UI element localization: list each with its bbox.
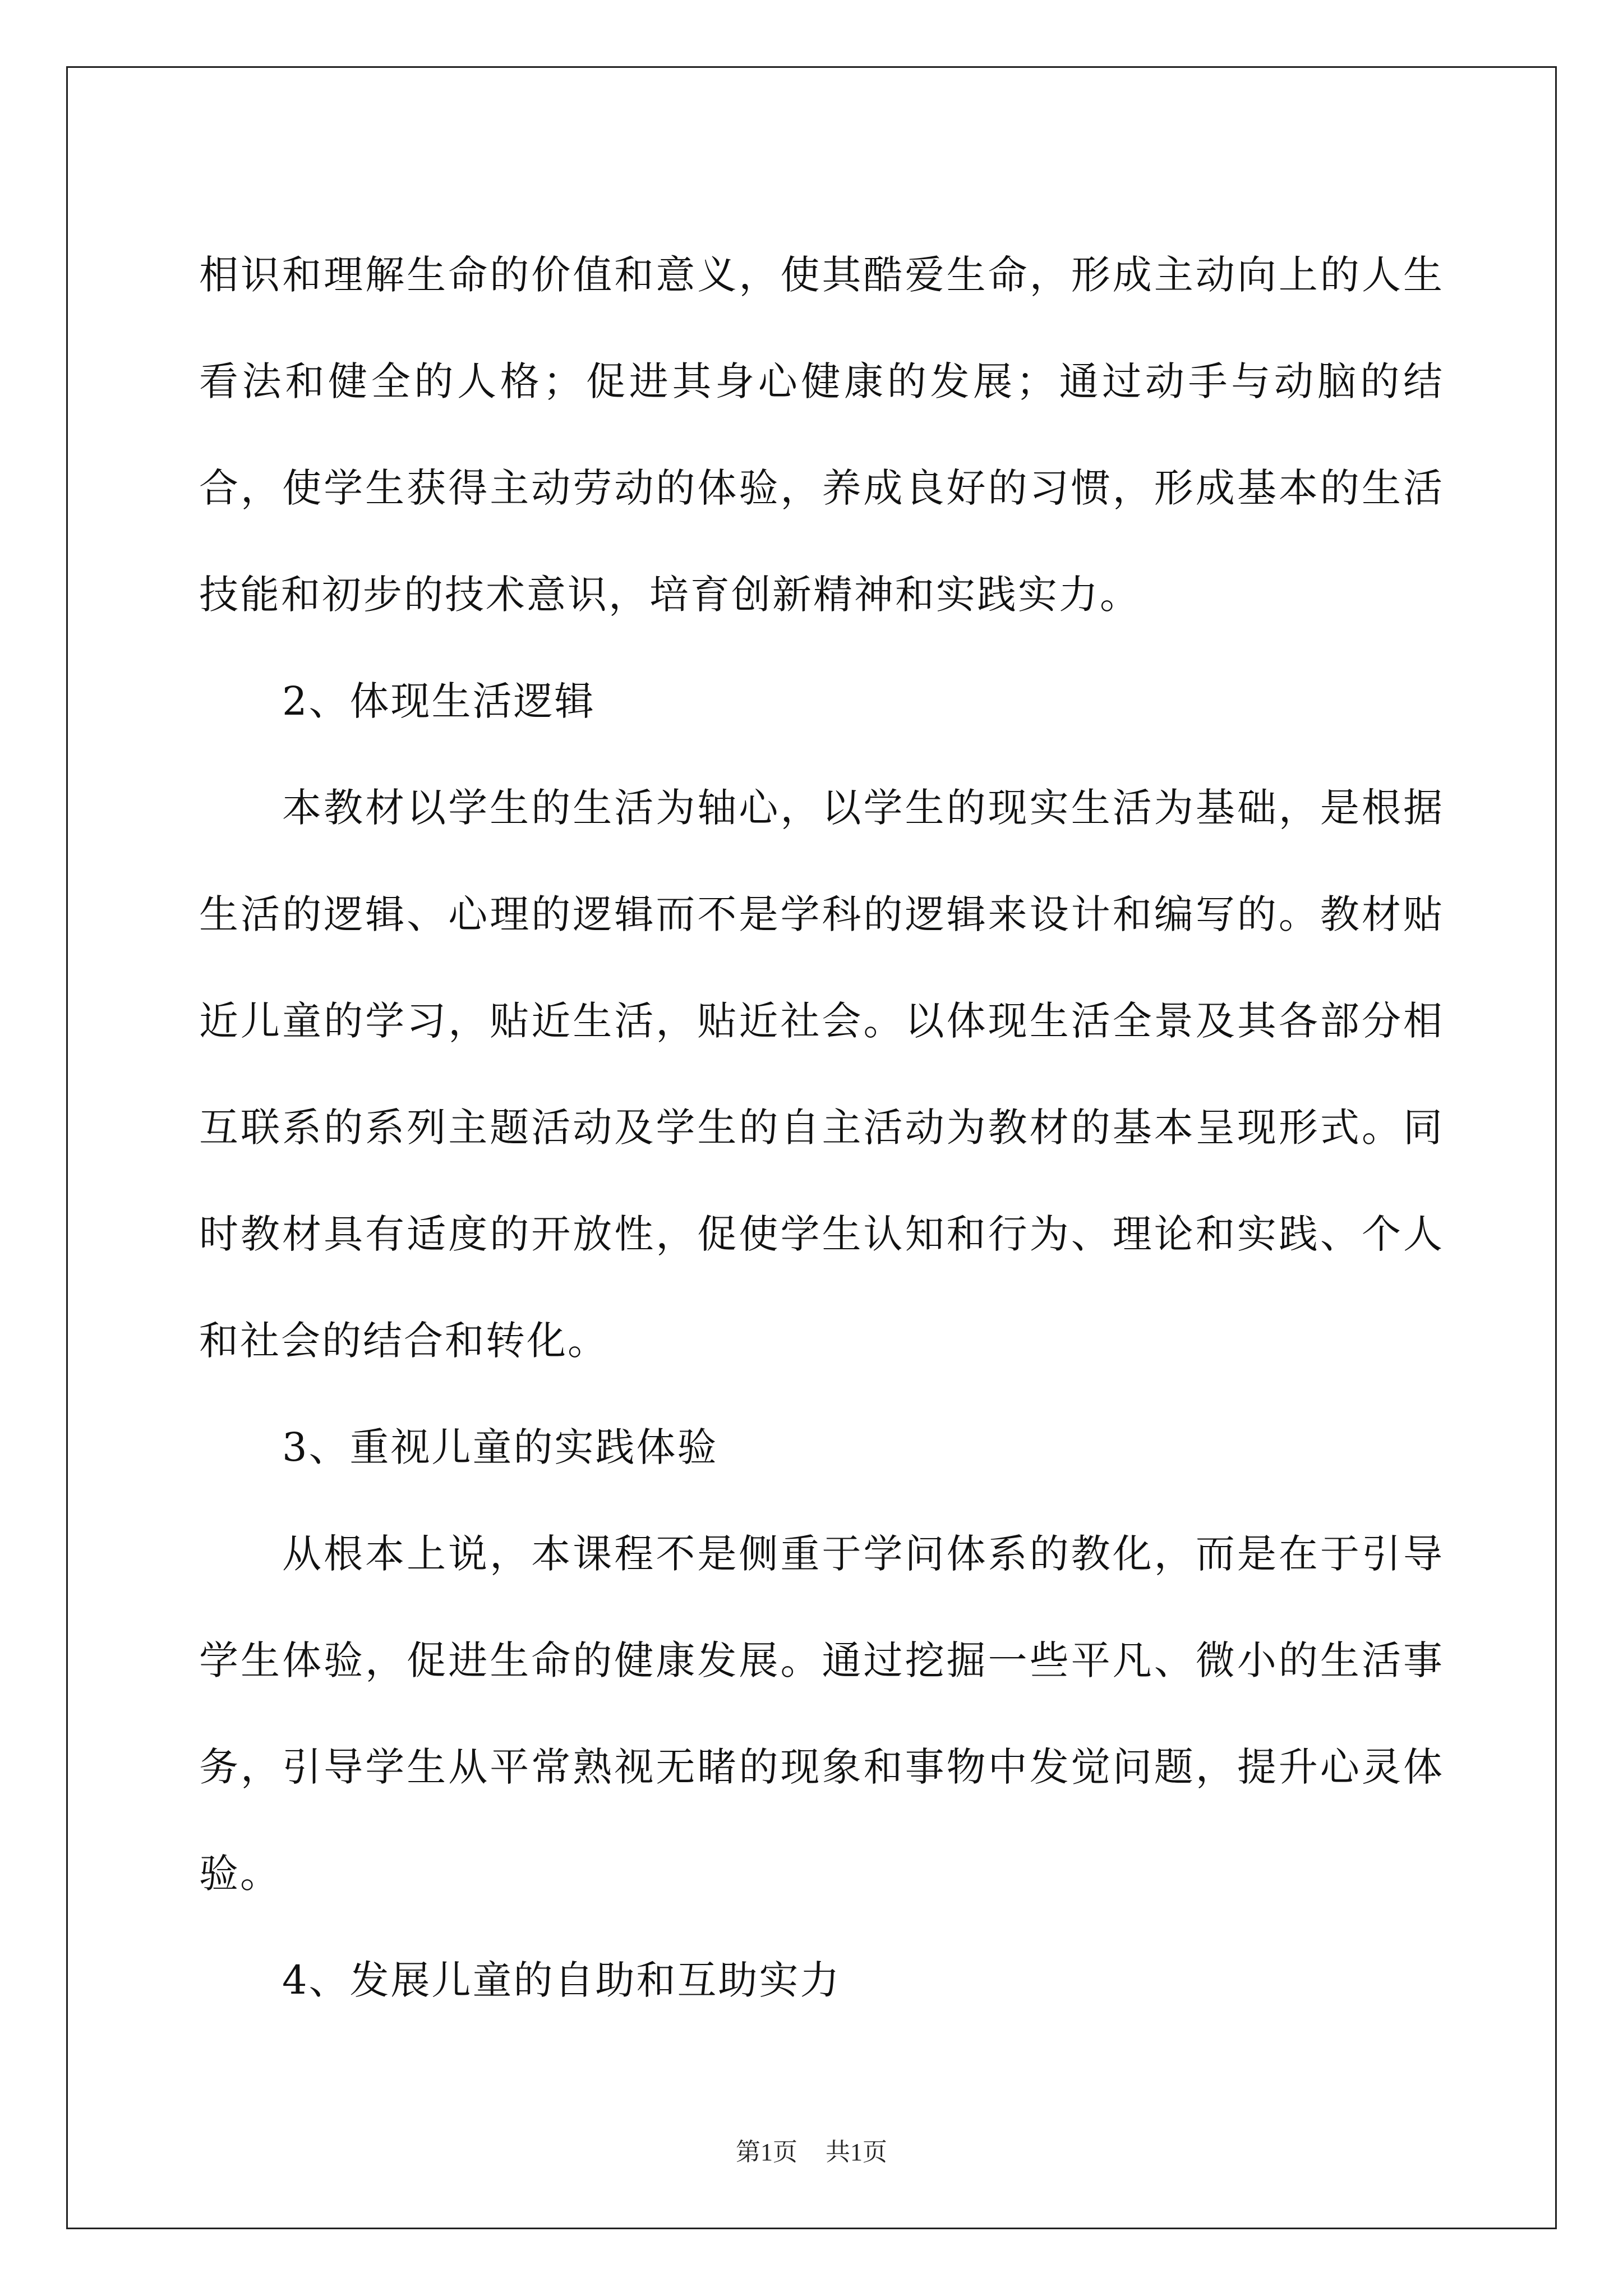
- document-body: [199, 222, 1444, 2033]
- page-total: 共1页: [826, 2138, 887, 2166]
- section-heading-2: 2、体现生活逻辑: [282, 678, 596, 724]
- page-footer: [0, 2132, 1623, 2168]
- paragraph-life-logic: 本教材以学生的生活为轴心，以学生的现实生活为基础，是根据生活的逻辑、心理的逻辑而不是学科的逻辑来设计和编写的。教材贴近儿童的学习，贴近生活，贴近社会。以体现生活全景及其各部分相互联系的系列主题活动及学生的自主活动为教材的基本呈现形式。同时教材具有适度的开放性，促使学生认知和行为、理论和实践、个人和社会的结合和转化。: [199, 785, 1444, 1364]
- section-heading-4: 4、发展儿童的自助和互助实力: [282, 1957, 841, 2003]
- section-heading-3: 3、重视儿童的实践体验: [282, 1424, 718, 1470]
- paragraph-continuation: 相识和理解生命的价值和意义，使其酷爱生命，形成主动向上的人生看法和健全的人格；促进其身心健康的发展；通过动手与动脑的结合，使学生获得主动劳动的体验，养成良好的习惯，形成基本的生活技能和初步的技术意识，培育创新精神和实践实力。: [199, 252, 1444, 618]
- page-number: 第1页: [736, 2138, 797, 2166]
- paragraph-practice-experience: 从根本上说，本课程不是侧重于学问体系的教化，而是在于引导学生体验，促进生命的健康发展。通过挖掘一些平凡、微小的生活事务，引导学生从平常熟视无睹的现象和事物中发觉问题，提升心灵体验。: [199, 1531, 1444, 1897]
